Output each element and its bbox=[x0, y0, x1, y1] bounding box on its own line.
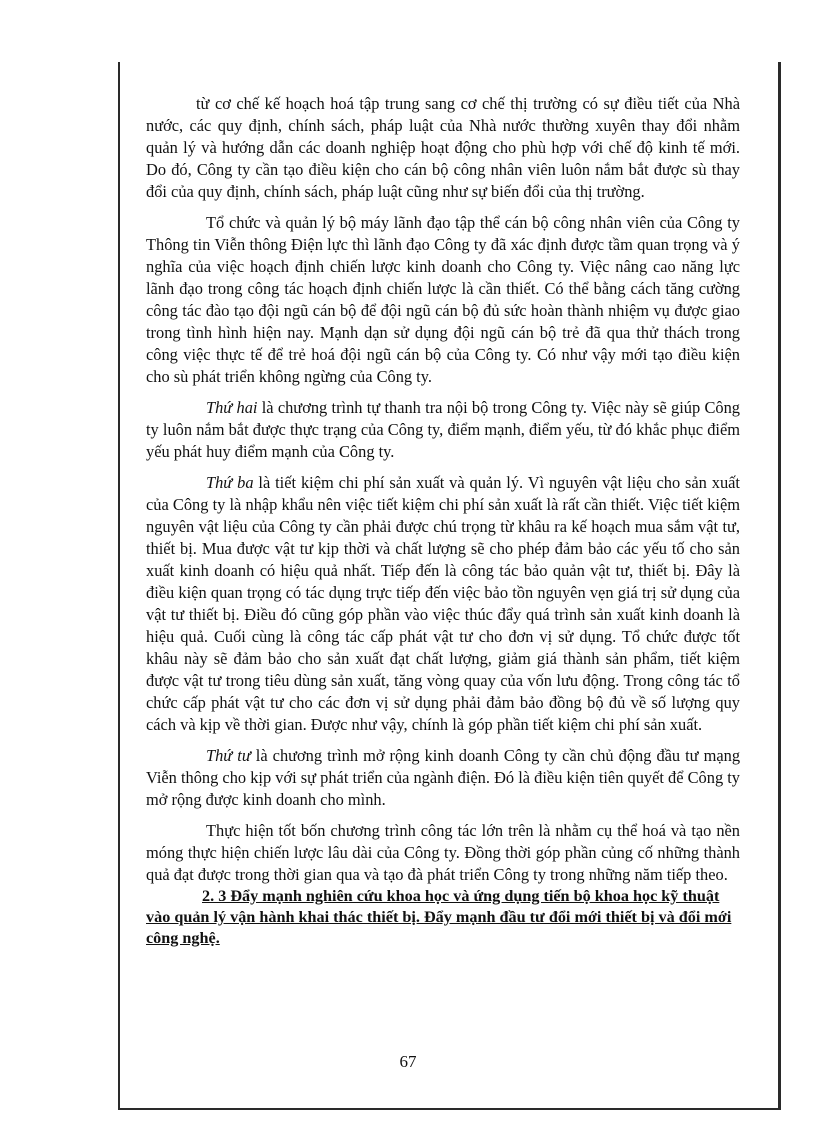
paragraph-3-lead: Thứ hai bbox=[206, 398, 258, 417]
page-border-bottom bbox=[118, 1108, 781, 1110]
paragraph-2: Tổ chức và quản lý bộ máy lãnh đạo tập thể cán bộ công nhân viên của Công ty Thông tin Viễn thông Điện lực thì lãnh đạo Công ty đã xác định được tầm quan trọng và ý nghĩa của việc hoạch định chiến lược kinh doanh cho Công ty. Việc nâng cao năng lực lãnh đạo trong công tác hoạch định chiến lược là cần thiết. Có thể bằng cách tăng cường công tác đào tạo đội ngũ cán bộ để đội ngũ cán bộ đủ sức hoàn thành nhiệm vụ được giao trong tình hình hiện nay. Mạnh dạn sử dụng đội ngũ cán bộ trẻ đã qua thử thách trong công việc thực tế để trẻ hoá đội ngũ cán bộ của Công ty. Có như vậy mới tạo điều kiện cho sù phát triển không ngừng của Công ty. bbox=[146, 213, 740, 386]
page-number: 67 bbox=[399, 1052, 417, 1071]
paragraph-5-lead: Thứ tư bbox=[206, 746, 251, 765]
paragraph-6: Thực hiện tốt bốn chương trình công tác lớn trên là nhằm cụ thể hoá và tạo nền móng thực hiện chiến lược lâu dài của Công ty. Đồng thời góp phần củng cố những thành quả đạt được trong thời gian qua và tạo đà phát triển Công ty trong những năm tiếp theo. bbox=[146, 821, 740, 884]
paragraph-1: từ cơ chế kế hoạch hoá tập trung sang cơ chế thị trường có sự điều tiết của Nhà nước, các quy định, chính sách, pháp luật của Nhà nước thường xuyên thay đổi nhằm quản lý và hướng dẫn các doanh nghiệp hoạt động cho phù hợp với chế độ kinh tế mới. Do đó, Công ty cần tạo điều kiện cho cán bộ công nhân viên luôn nắm bắt được sù thay đổi của quy định, chính sách, pháp luật cũng như sự biến đổi của thị trường. bbox=[146, 94, 740, 201]
page-border-right bbox=[778, 62, 781, 1109]
paragraph-4-lead: Thứ ba bbox=[206, 473, 254, 492]
paragraph-4-text: là tiết kiệm chi phí sản xuất và quản lý. Vì nguyên vật liệu cho sản xuất của Công ty là nhập khẩu nên việc tiết kiệm chi phí sản xuất là rất cần thiết. Việc tiết kiệm nguyên vật liệu của Công ty cần phải được chú trọng từ khâu ra kế hoạch mua sắm vật tư, thiết bị. Mua được vật tư kịp thời và chất lượng sẽ cho phép đảm bảo các yếu tố cho sản xuất kinh doanh có hiệu quả nhất. Tiếp đến là công tác bảo quản vật tư, thiết bị. Đây là điều kiện quan trọng có tác dụng trực tiếp đến việc bảo tồn nguyên vẹn giá trị sử dụng của vật tư thiết bị. Điều đó cũng góp phần vào việc thúc đẩy quá trình sản xuất kinh doanh là hiệu quả. Cuối cùng là công tác cấp phát vật tư cho đơn vị sử dụng. Tổ chức được tốt khâu này sẽ đảm bảo cho sản xuất đạt chất lượng, giảm giá thành sản phẩm, tiết kiệm được vật tư trong tiêu dùng sản xuất, tăng vòng quay của vốn lưu động. Trong công tác tổ chức cấp phát vật tư cho các đơn vị sử dụng phải đảm bảo đồng bộ đủ về số lượng quy cách và kịp về thời gian. Được như vậy, chính là góp phần tiết kiệm chi phí sản xuất. bbox=[146, 473, 740, 734]
body-text bbox=[146, 93, 740, 958]
paragraph-3-text: là chương trình tự thanh tra nội bộ trong Công ty. Việc này sẽ giúp Công ty luôn nắm bắt được thực trạng của Công ty, điểm mạnh, điểm yếu, từ đó khắc phục điểm yếu phát huy điểm mạnh của Công ty. bbox=[146, 398, 740, 461]
paragraph-5 bbox=[146, 745, 740, 811]
paragraph-3 bbox=[146, 397, 740, 463]
paragraph-4 bbox=[146, 472, 740, 736]
section-heading: 2. 3 Đẩy mạnh nghiên cứu khoa học và ứng dụng tiến bộ khoa học kỹ thuật vào quản lý vận hành khai thác thiết bị. Đẩy mạnh đầu tư đổi mới thiết bị và đổi mới công nghệ. bbox=[146, 887, 732, 947]
paragraph-5-text: là chương trình mở rộng kinh doanh Công ty cần chủ động đầu tư mạng Viễn thông cho kịp với sự phát triển của ngành điện. Đó là điều kiện tiên quyết để Công ty mở rộng được kinh doanh cho mình. bbox=[146, 746, 741, 809]
page-border-left bbox=[118, 62, 120, 1109]
